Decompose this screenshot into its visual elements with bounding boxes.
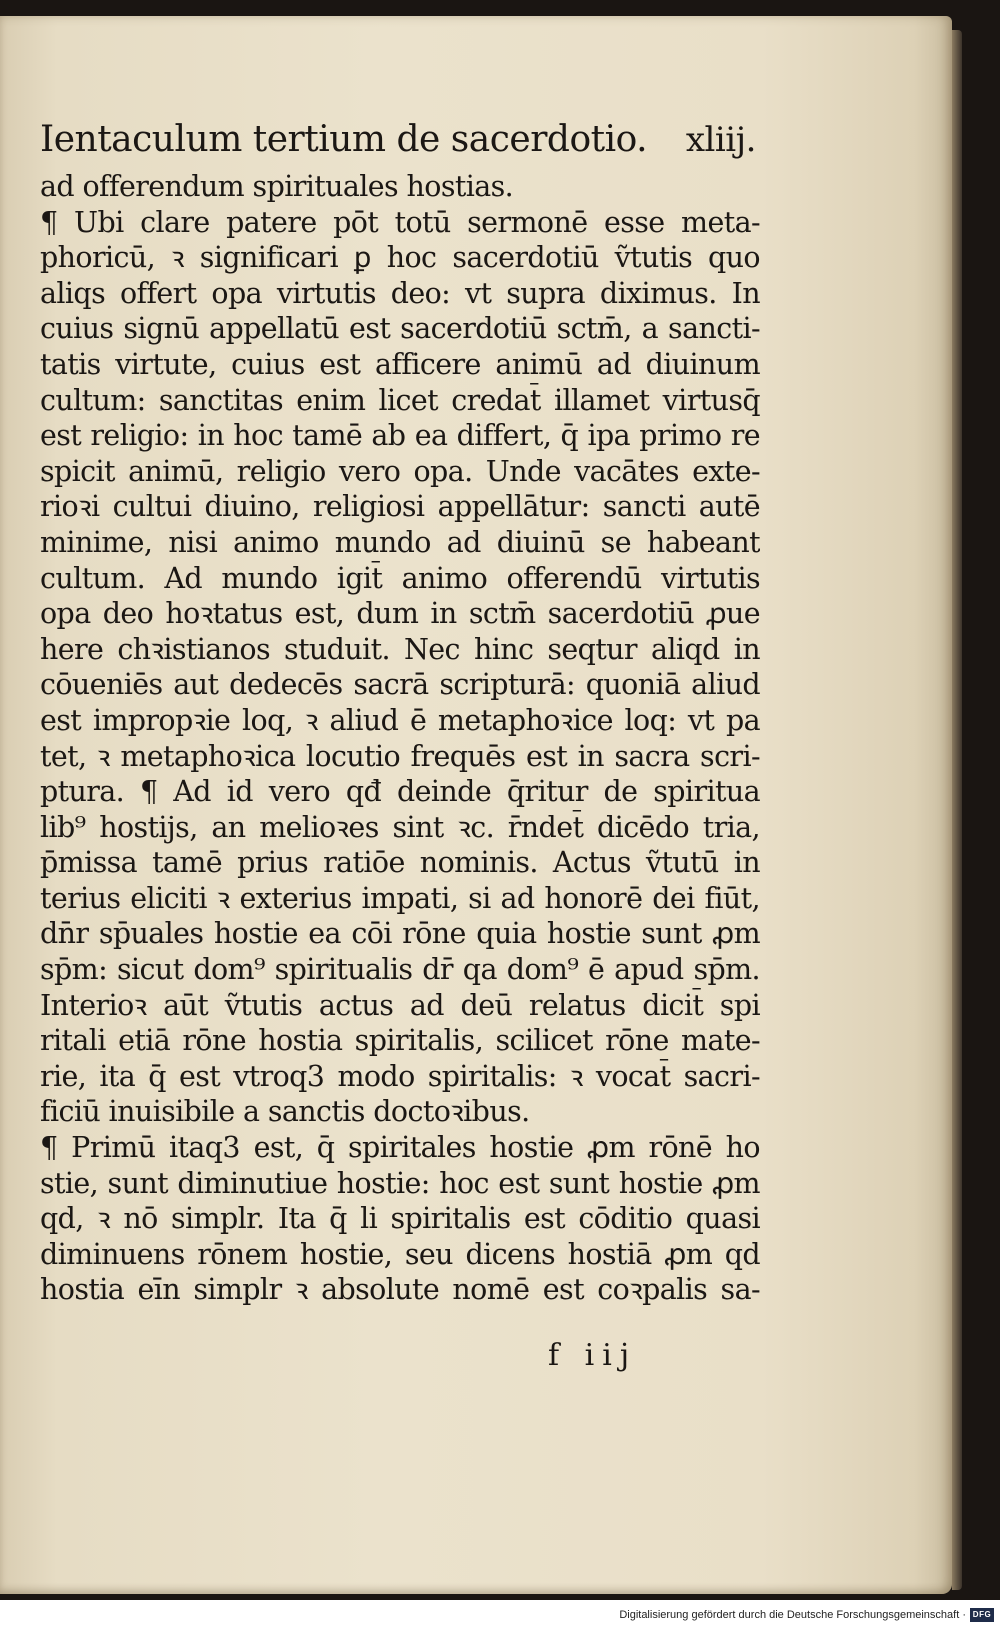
text-line: qd, ꝛ nō simplr. Ita q̄ li spiritalis est cōditio quasi	[40, 1202, 760, 1236]
text-line: here chꝛistianos studuit. Nec hinc seqtur aliqd in	[40, 632, 760, 666]
text-line: p̄missa tamē prius ratiōe nominis. Actus ṽtutū in	[40, 846, 760, 880]
text-line: ritali etiā rōne hostia spiritalis, scilicet rōne mate-	[40, 1024, 760, 1058]
text-line: tet, ꝛ metaphoꝛica locutio frequēs est in sacra scri-	[40, 739, 760, 773]
text-line: ptura. ¶ Ad id vero qđ deinde q̄ritur de spiritua	[40, 775, 760, 809]
text-line: aliqs offert opa virtutis deo: vt supra diximus. In	[40, 276, 760, 310]
text-line: rie, ita q̄ est vtroq3 modo spiritalis: ꝛ vocat̄ sacri-	[40, 1059, 760, 1093]
running-head	[40, 111, 760, 169]
text-line: diminuens rōnem hostie, seu dicens hostiā ꝓm qd	[40, 1237, 760, 1271]
text-line: Interioꝛ aūt ṽtutis actus ad deū relatus dicit̄ spi	[40, 988, 760, 1022]
text-line: spicit animū, religio vero opa. Unde vacātes exte-	[40, 454, 760, 488]
text-line: est religio: in hoc tamē ab ea differt, q̄ ipa primo re	[40, 419, 760, 453]
text-line: minime, nisi animo mundo ad diuinū se habeant	[40, 525, 760, 559]
text-line: cōueniēs aut dedecēs sacrā scripturā: quoniā aliud	[40, 668, 760, 702]
signature-mark: f iij	[548, 1338, 638, 1373]
text-line: sp̄m: sicut dom⁹ spiritualis dr̄ qa dom⁹ ē apud sp̄m.	[40, 953, 760, 987]
text-block	[40, 111, 760, 1308]
text-line: opa deo hoꝛtatus est, dum in sctm̄ sacerdotiū ꝓue	[40, 597, 760, 631]
body-text	[40, 169, 760, 1308]
text-line: cultum. Ad mundo igit̄ animo offerendū virtutis	[40, 561, 760, 595]
text-line: stie, sunt diminutiue hostie: hoc est sunt hostie ꝓm	[40, 1166, 760, 1200]
text-line: ficiū inuisibile a sanctis doctoꝛibus.	[40, 1095, 530, 1129]
text-line: hostia eīn simplr ꝛ absolute nomē est coꝛpalis sa-	[40, 1273, 760, 1307]
text-line: lib⁹ hostijs, an melioꝛes sint ꝛc. r̄ndet̄ dicēdo tria,	[40, 810, 760, 844]
book-page	[0, 16, 952, 1594]
funding-credit: Digitalisierung gefördert durch die Deutsche Forschungsgemeinschaft ·	[619, 1609, 966, 1621]
text-line: terius eliciti ꝛ exterius impati, si ad honorē dei fiūt,	[40, 881, 760, 915]
text-line: est impropꝛie loq, ꝛ aliud ē metaphoꝛice loq: vt pa	[40, 703, 760, 737]
text-line: cultum: sanctitas enim licet credat̄ illamet virtusq̄	[40, 383, 760, 417]
text-line: ¶ Primū itaq3 est, q̄ spiritales hostie ꝓm rōnē ho	[40, 1131, 760, 1165]
running-head-title: Ientaculum tertium de sacerdotio.	[40, 119, 648, 160]
footer-bar	[0, 1600, 1000, 1632]
text-line: ad offerendum spirituales hostias.	[40, 170, 514, 203]
page-edge	[952, 30, 962, 1590]
text-line: ¶ Ubi clare patere pōt totū sermonē esse meta-	[40, 205, 760, 239]
dfg-logo-icon: DFG	[970, 1608, 994, 1622]
text-line: tatis virtute, cuius est afficere animū ad diuinum	[40, 347, 760, 381]
text-line: cuius signū appellatū est sacerdotiū sctm̄, a sancti-	[40, 312, 760, 346]
text-line: phoricū, ꝛ significari ꝑ hoc sacerdotiū ṽtutis quo	[40, 241, 760, 275]
text-line: dn̄r sp̄uales hostie ea cōi rōne quia hostie sunt ꝓm	[40, 917, 760, 951]
text-line: rioꝛi cultui diuino, religiosi appellātur: sancti autē	[40, 490, 760, 524]
folio-number: xliij.	[685, 120, 756, 160]
